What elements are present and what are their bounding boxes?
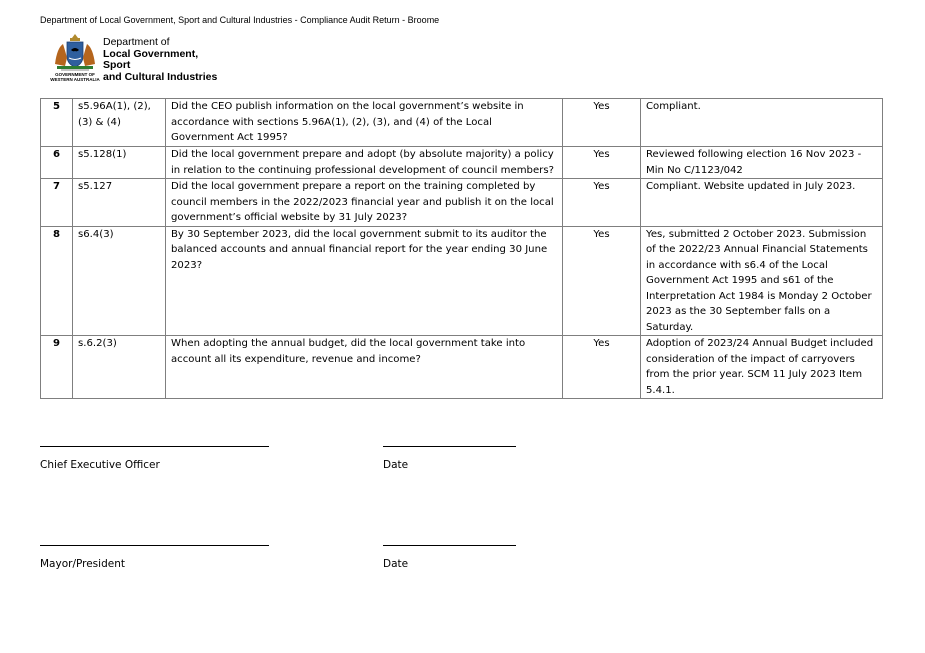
mayor-date-label: Date (383, 558, 409, 570)
row-number: 7 (41, 179, 73, 227)
ceo-date-line (383, 446, 516, 447)
legislation-reference: s5.96A(1), (2), (3) & (4) (73, 99, 166, 147)
comments-text: Compliant. (641, 99, 883, 147)
table-row (41, 336, 883, 399)
row-number: 5 (41, 99, 73, 147)
question-text: Did the local government prepare and adopt (by absolute majority) a policy in relation to the continuing professional development of council members? (166, 147, 563, 179)
comments-text: Compliant. Website updated in July 2023. (641, 179, 883, 227)
table-row (41, 179, 883, 227)
response-value: Yes (563, 336, 641, 399)
compliance-table (40, 98, 883, 399)
department-name: Department of Local Government, Sport and Cultural Industries (103, 36, 218, 83)
table-row (41, 147, 883, 179)
comments-text: Reviewed following election 16 Nov 2023 - Min No C/1123/042 (641, 147, 883, 179)
crest-caption: GOVERNMENT OF WESTERN AUSTRALIA (50, 72, 100, 82)
question-text: Did the CEO publish information on the local government’s website in accordance with sections 5.96A(1), (2), (3), and (4) of the Local Government Act 1995? (166, 99, 563, 147)
question-text: By 30 September 2023, did the local government submit to its auditor the balanced accounts and annual financial report for the year ending 30 June 2023? (166, 226, 563, 336)
row-number: 8 (41, 226, 73, 336)
legislation-reference: s5.127 (73, 179, 166, 227)
response-value: Yes (563, 179, 641, 227)
ceo-date-label: Date (383, 459, 409, 471)
ceo-signature-line (40, 446, 269, 447)
table-row (41, 226, 883, 336)
comments-text: Adoption of 2023/24 Annual Budget included consideration of the impact of carryovers from the prior year. SCM 11 July 2023 Item 5.4.1. (641, 336, 883, 399)
document-header: Department of Local Government, Sport and Cultural Industries - Compliance Audit Return - Broome (40, 15, 440, 25)
legislation-reference: s6.4(3) (73, 226, 166, 336)
ceo-signature-label: Chief Executive Officer (40, 459, 160, 471)
question-text: When adopting the annual budget, did the local government take into account all its expenditure, revenue and income? (166, 336, 563, 399)
row-number: 9 (41, 336, 73, 399)
mayor-signature-label: Mayor/President (40, 558, 125, 570)
mayor-date-line (383, 545, 516, 546)
mayor-signature-line (40, 545, 269, 546)
comments-text: Yes, submitted 2 October 2023. Submission of the 2022/23 Annual Financial Statements in accordance with s6.4 of the Local Government Act 1995 and s61 of the Interpretation Act 1984 is Monday 2 October 2023 as the 30 September falls on a Saturday. (641, 226, 883, 336)
response-value: Yes (563, 99, 641, 147)
legislation-reference: s5.128(1) (73, 147, 166, 179)
table-row (41, 99, 883, 147)
response-value: Yes (563, 147, 641, 179)
department-logo (47, 30, 227, 84)
legislation-reference: s.6.2(3) (73, 336, 166, 399)
response-value: Yes (563, 226, 641, 336)
wa-coat-of-arms-icon (47, 30, 103, 76)
row-number: 6 (41, 147, 73, 179)
question-text: Did the local government prepare a report on the training completed by council members in the 2022/2023 financial year and publish it on the local government’s official website by 31 July 2023? (166, 179, 563, 227)
